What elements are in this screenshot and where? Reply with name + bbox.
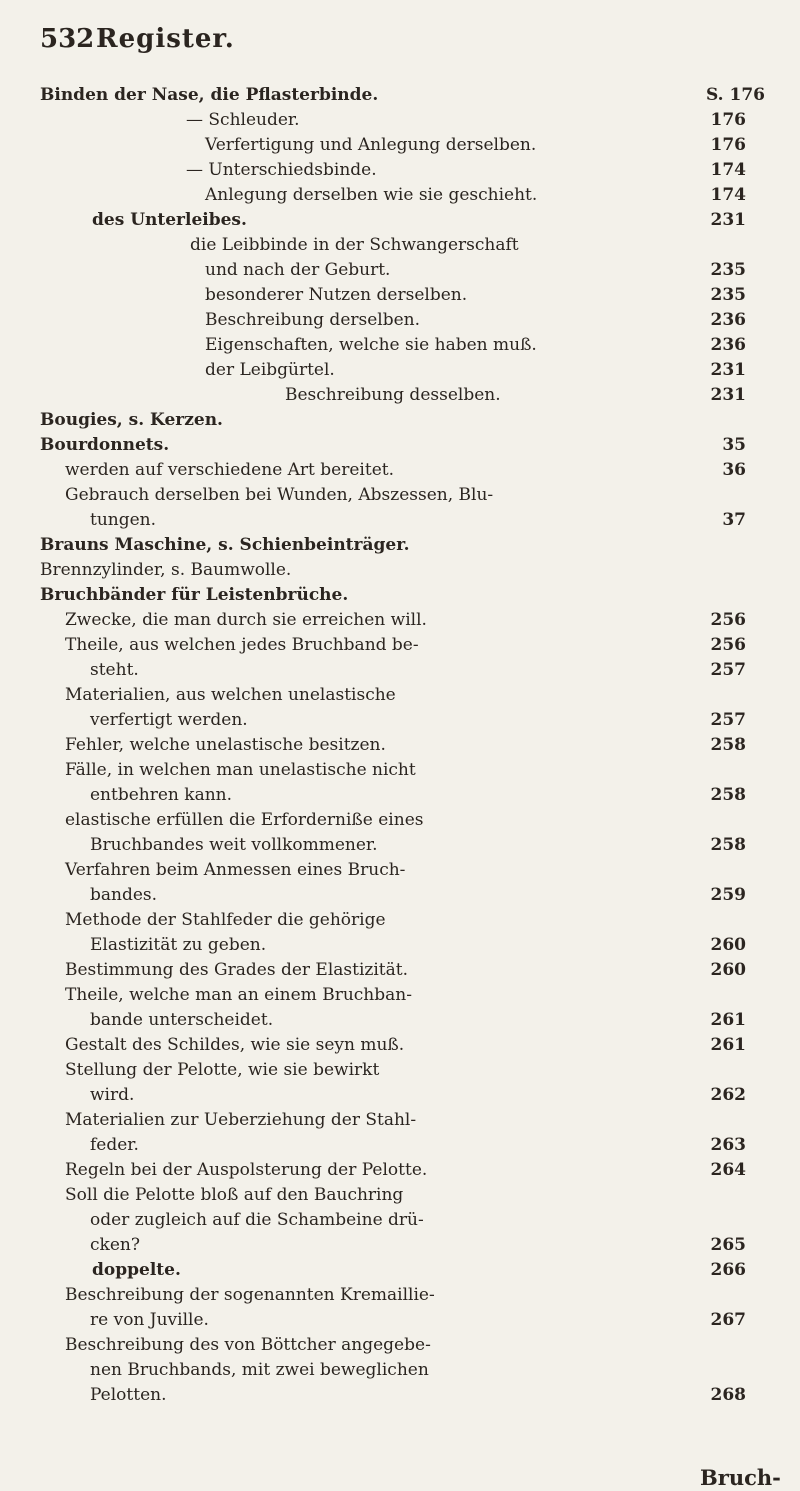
entry-page: 258 [710,785,746,805]
entry-page: 257 [710,660,746,680]
entry-page: 268 [710,1385,746,1405]
entry-page: 263 [710,1135,746,1155]
entry-text: Pelotten. [90,1385,167,1405]
entry-text: wird. [90,1085,135,1105]
entry-text: nen Bruchbands, mit zwei beweglichen [90,1360,429,1380]
entry-text: elastische erfüllen die Erforderniße eines [65,810,424,830]
entry-page: 256 [710,610,746,630]
entry-text: Eigenschaften, welche sie haben muß. [205,335,537,355]
entry-text: die Leibbinde in der Schwangerschaft [190,235,519,255]
entry-text: Soll die Pelotte bloß auf den Bauchring [65,1185,404,1205]
entry-page: 176 [710,135,746,155]
entry-page: 264 [710,1160,746,1180]
entry-page: 265 [710,1235,746,1255]
entry-page: 35 [722,435,746,455]
entry-page: 176 [710,110,746,130]
entry-text: Elastizität zu geben. [90,935,267,955]
entry-text: besonderer Nutzen derselben. [205,285,468,305]
entry-page: 236 [710,310,746,330]
entry-text: — Schleuder. [186,110,300,130]
entry-text: Bourdonnets. [40,435,170,455]
entry-page: 174 [710,160,746,180]
entry-page: 261 [710,1035,746,1055]
entry-text: Bestimmung des Grades der Elastizität. [65,960,408,980]
entry-text: Materialien, aus welchen unelastische [65,685,396,705]
entry-page: 231 [710,210,746,230]
entry-page: 262 [710,1085,746,1105]
entry-text: — Unterschiedsbinde. [186,160,377,180]
entry-text: Bougies, s. Kerzen. [40,410,223,430]
entry-text: Theile, welche man an einem Bruchban- [65,985,412,1005]
entry-page: 236 [710,335,746,355]
entry-text: feder. [90,1135,139,1155]
entry-text: Beschreibung desselben. [285,385,501,405]
entry-page: 256 [710,635,746,655]
entry-text: Theile, aus welchen jedes Bruchband be- [65,635,419,655]
entry-page: 267 [710,1310,746,1330]
entry-page: 261 [710,1010,746,1030]
entry-text: entbehren kann. [90,785,233,805]
entry-text: Gebrauch derselben bei Wunden, Abszessen, Blu- [65,485,494,505]
entry-page: 231 [710,385,746,405]
entry-text: verfertigt werden. [90,710,248,730]
entry-page: 259 [710,885,746,905]
entry-text: oder zugleich auf die Schambeine drü- [90,1210,424,1230]
entry-text: Gestalt des Schildes, wie sie seyn muß. [65,1035,405,1055]
entry-text: Binden der Nase, die Pflasterbinde. [40,85,379,105]
entry-text: Regeln bei der Auspolsterung der Pelotte. [65,1160,428,1180]
entry-page: 231 [710,360,746,380]
page-number: 532 [40,24,95,54]
entry-text: Verfahren beim Anmessen eines Bruch- [65,860,406,880]
entry-text: Verfertigung und Anlegung derselben. [205,135,537,155]
entry-page: 235 [710,285,746,305]
entry-page: S. 176 [706,85,765,105]
entry-page: 258 [710,735,746,755]
entry-text: Zwecke, die man durch sie erreichen will. [65,610,427,630]
entry-text: re von Juville. [90,1310,209,1330]
entry-text: Brauns Maschine, s. Schienbeinträger. [40,535,410,555]
entry-text: Anlegung derselben wie sie geschieht. [205,185,538,205]
entry-page: 36 [722,460,746,480]
entry-text: Beschreibung des von Böttcher angegebe- [65,1335,431,1355]
entry-text: Bruchbänder für Leistenbrüche. [40,585,349,605]
entry-text: steht. [90,660,139,680]
entry-text: Brennzylinder, s. Baumwolle. [40,560,292,580]
entry-text: des Unterleibes. [92,210,247,230]
entry-text: bandes. [90,885,158,905]
entry-page: 37 [722,510,746,530]
entry-text: cken? [90,1235,140,1255]
entry-text: werden auf verschiedene Art bereitet. [65,460,394,480]
entry-text: Beschreibung derselben. [205,310,421,330]
entry-text: Methode der Stahlfeder die gehörige [65,910,386,930]
entry-page: 235 [710,260,746,280]
entry-page: 174 [710,185,746,205]
entry-text: tungen. [90,510,157,530]
entry-text: doppelte. [92,1260,181,1280]
entry-text: der Leibgürtel. [205,360,335,380]
catchword: Bruch- [700,1465,781,1490]
entry-page: 260 [710,935,746,955]
entry-page: 257 [710,710,746,730]
entry-text: Fälle, in welchen man unelastische nicht [65,760,416,780]
entry-text: und nach der Geburt. [205,260,391,280]
entry-page: 260 [710,960,746,980]
entry-page: 258 [710,835,746,855]
entry-text: Fehler, welche unelastische besitzen. [65,735,386,755]
entry-text: Bruchbandes weit vollkommener. [90,835,378,855]
entry-text: Beschreibung der sogenannten Kremaillie- [65,1285,435,1305]
running-title: Register. [96,24,235,54]
entry-page: 266 [710,1260,746,1280]
entry-text: bande unterscheidet. [90,1010,274,1030]
entry-text: Materialien zur Ueberziehung der Stahl- [65,1110,417,1130]
entry-text: Stellung der Pelotte, wie sie bewirkt [65,1060,380,1080]
